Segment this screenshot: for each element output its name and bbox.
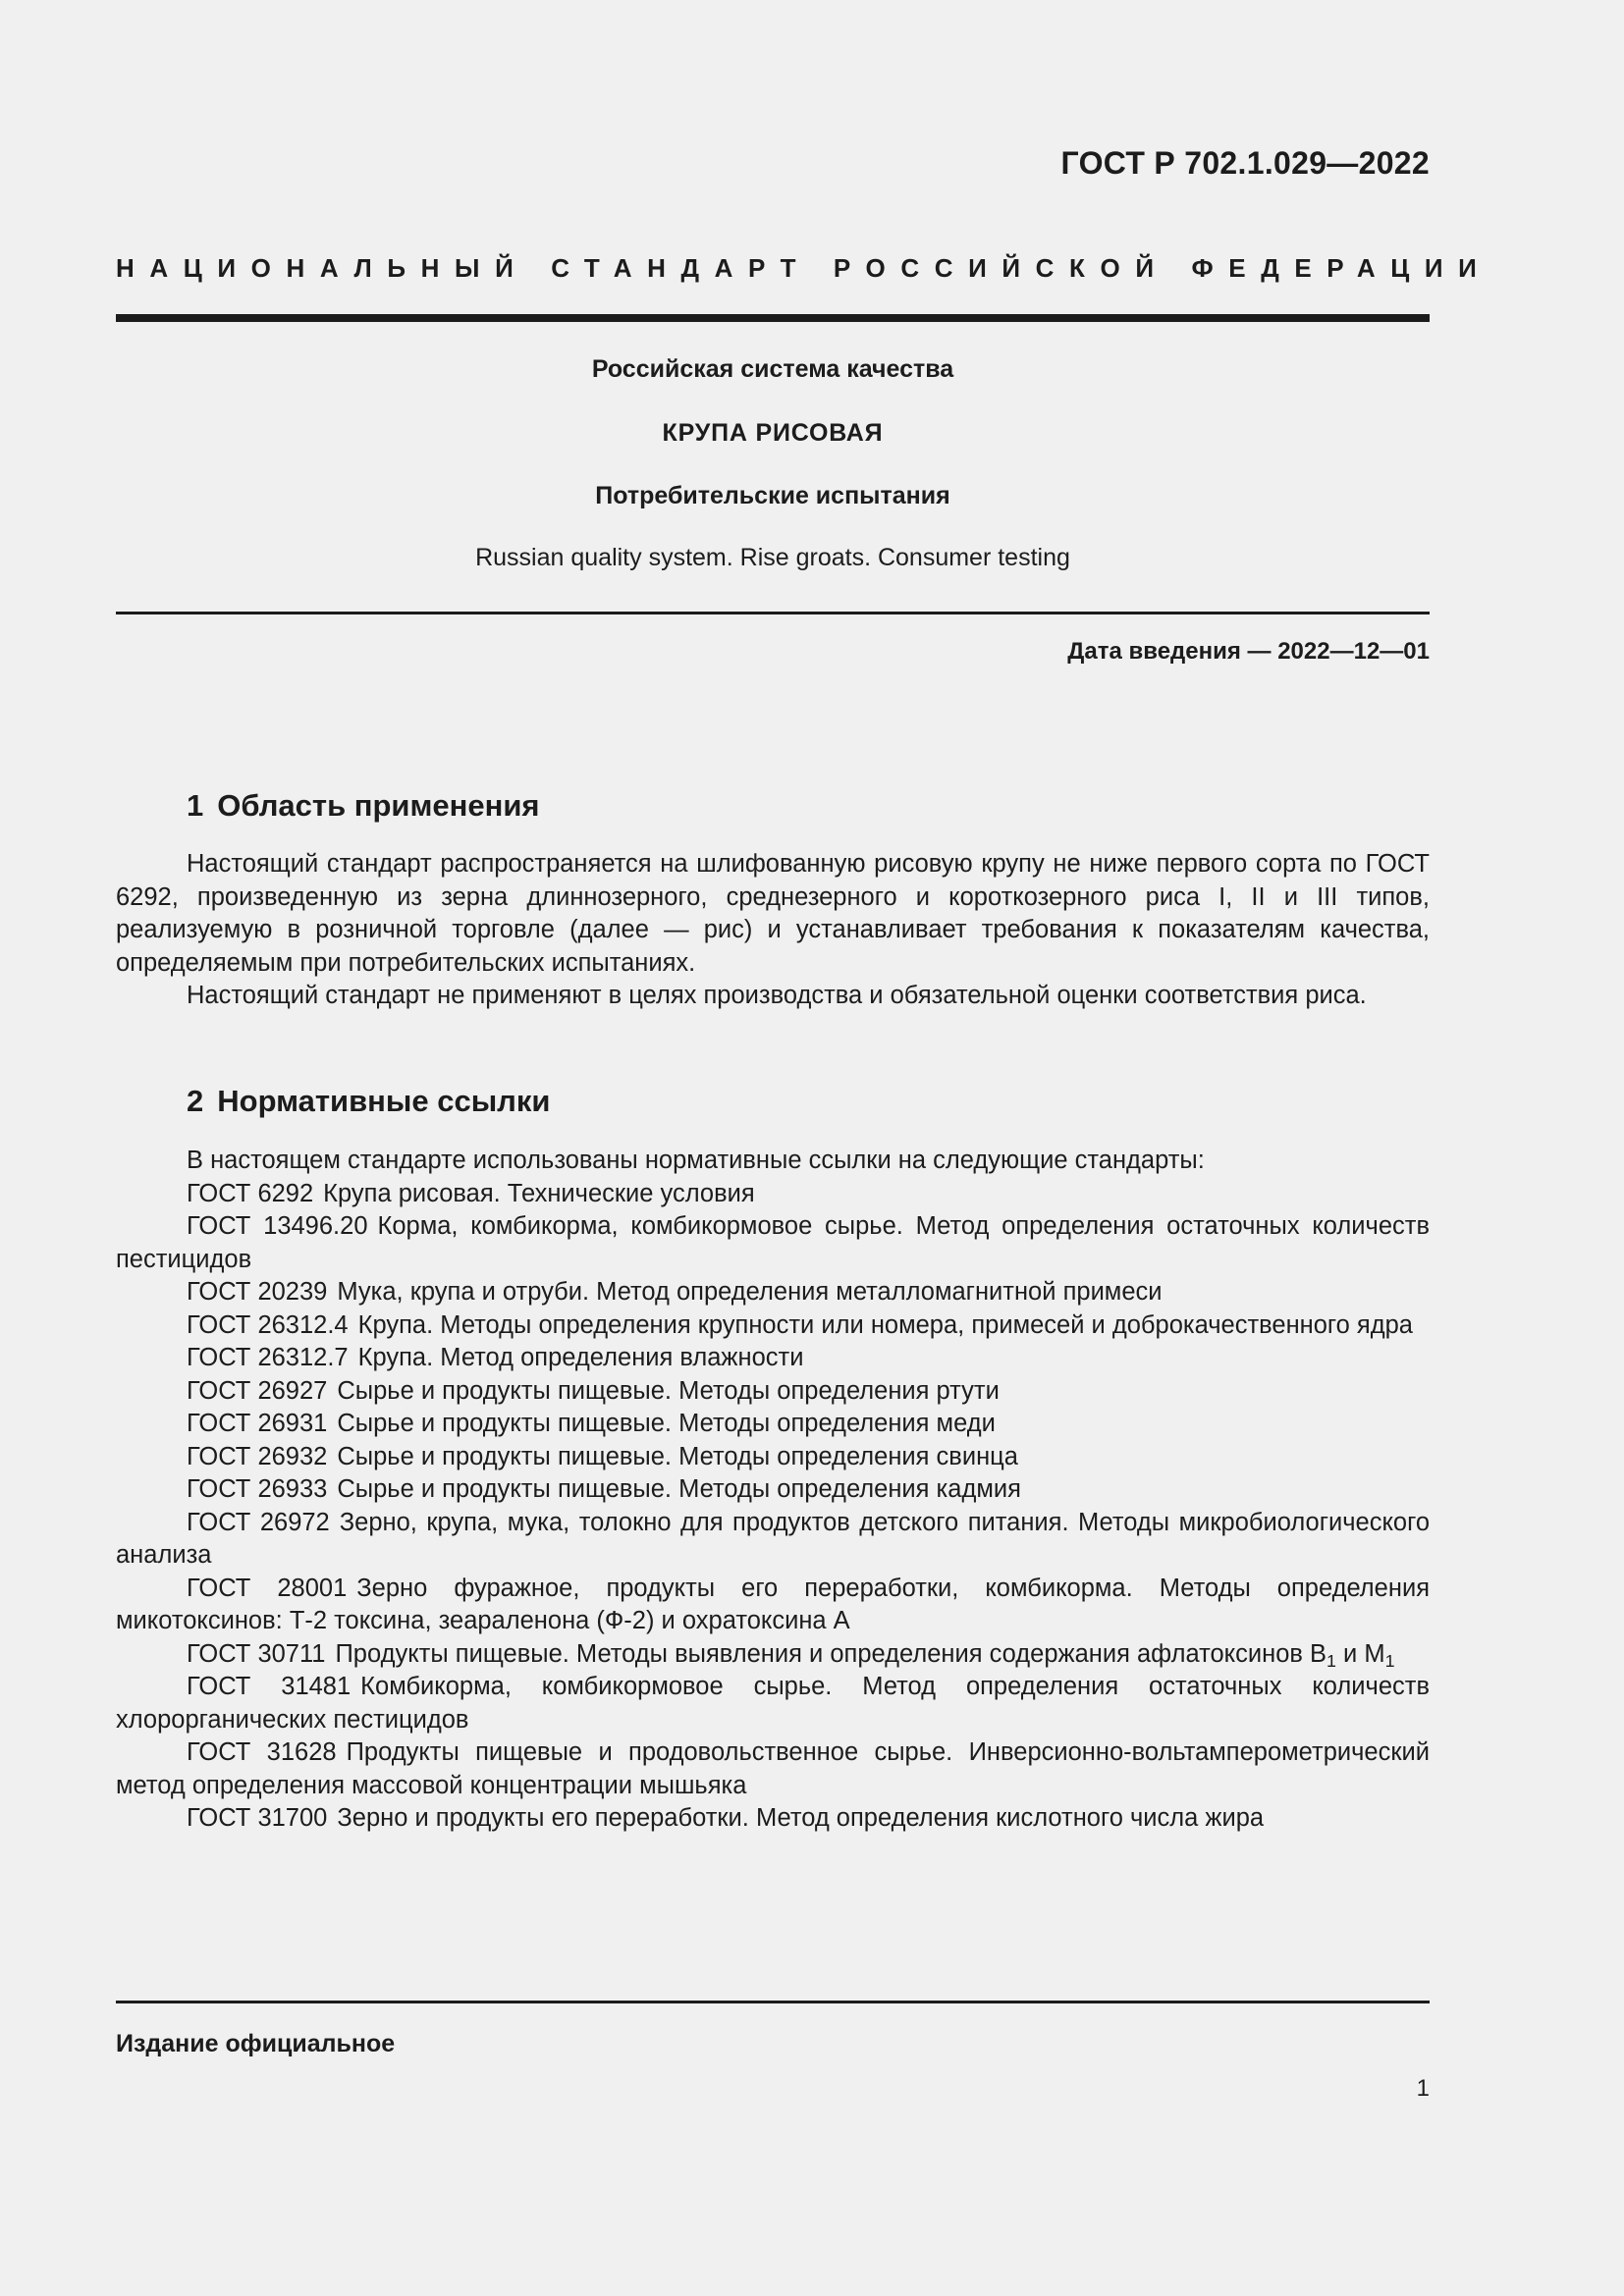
reference-code: ГОСТ 26931 [187,1410,328,1437]
page-number: 1 [1416,2075,1430,2102]
english-title: Russian quality system. Rise groats. Consumer testing [475,544,1070,571]
section-number: 1 [187,788,204,823]
reference-code: ГОСТ 13496.20 [187,1212,368,1240]
section-title-text: Нормативные ссылки [217,1084,551,1118]
reference-title: Крупа. Методы определения крупности или номера, примесей и доброкачественного ядра [357,1310,1413,1339]
reference-code: ГОСТ 30711 [187,1639,326,1668]
subscript: 1 [1384,1650,1395,1671]
national-standard-heading: НАЦИОНАЛЬНЫЙ СТАНДАРТ РОССИЙСКОЙ ФЕДЕРАЦИИ [116,253,1492,283]
section-number: 2 [187,1084,204,1118]
reference-code: ГОСТ 6292 [187,1179,314,1207]
reference-item [116,1342,1430,1375]
title-divider [116,612,1430,614]
product-title: КРУПА РИСОВАЯ [662,419,884,447]
reference-title: Комбикорма, комбикормовое сырье. Метод определения остаточных количеств хлорорганических пестицидов [116,1673,1430,1734]
reference-code: ГОСТ 26972 [187,1508,330,1536]
document-page [116,0,1492,2296]
reference-item [116,1507,1430,1573]
reference-title: Крупа. Метод определения влажности [357,1344,804,1371]
reference-item [116,1802,1430,1836]
reference-code: ГОСТ 31628 [187,1738,337,1766]
footer-divider [116,2001,1430,2003]
reference-title: Сырье и продукты пищевые. Методы определения кадмия [337,1475,1021,1503]
reference-code: ГОСТ 20239 [187,1278,328,1306]
paragraph: Настоящий стандарт не применяют в целях производства и обязательной оценки соответствия риса. [187,982,1367,1009]
reference-item [116,1178,1430,1211]
standard-designation: ГОСТ Р 702.1.029—2022 [1060,145,1430,181]
reference-item [116,1375,1430,1409]
reference-title: Сырье и продукты пищевые. Методы определения ртути [337,1376,1000,1405]
reference-code: ГОСТ 26312.4 [187,1310,349,1339]
reference-title: Крупа рисовая. Технические условия [323,1179,755,1207]
reference-code: ГОСТ 26927 [187,1376,328,1405]
section-1-title [187,788,540,824]
subscript: 1 [1326,1650,1336,1671]
reference-title: Зерно и продукты его переработки. Метод определения кислотного числа жира [337,1804,1265,1832]
reference-title: Мука, крупа и отруби. Метод определения металломагнитной примеси [337,1278,1163,1306]
official-edition-label: Издание официальное [116,2030,396,2057]
references-intro: В настоящем стандарте использованы нормативные ссылки на следующие стандарты: [187,1147,1205,1174]
reference-title: Корма, комбикорма, комбикормовое сырье. Метод определения остаточных количеств пестицидов [116,1212,1430,1273]
reference-code: ГОСТ 31481 [187,1673,352,1700]
reference-item [116,1441,1430,1474]
document-subtitle: Потребительские испытания [595,482,950,509]
reference-item [116,1736,1430,1802]
reference-tail-b: B [1310,1639,1327,1668]
reference-code: ГОСТ 26312.7 [187,1344,349,1371]
reference-title: Продукты пищевые. Методы выявления и определения содержания афлатоксинов [335,1639,1303,1668]
reference-code: ГОСТ 26932 [187,1442,328,1470]
paragraph: Настоящий стандарт распространяется на шлифованную рисовую крупу не ниже первого сорта по ГОСТ 6292, произведенную из зерна длиннозерного, среднезерного и короткозерного риса I, II и III типов, реализуемую в розничной торговле (далее — рис) и устанавливает требования к показателям качества, определяемым при потребительских испытаниях. [116,850,1430,977]
system-title: Российская система качества [591,355,954,383]
reference-title: Сырье и продукты пищевые. Методы определения свинца [337,1442,1018,1470]
reference-item [116,1210,1430,1276]
section-2-body [116,1145,1430,1836]
header-divider [116,314,1430,322]
reference-title: Зерно, крупа, мука, толокно для продуктов детского питания. Методы микробиологического анализа [116,1508,1430,1569]
section-1-body [116,848,1430,1013]
reference-code: ГОСТ 26933 [187,1475,328,1503]
reference-item [116,1473,1430,1507]
reference-item [116,1408,1430,1441]
introduction-date: Дата введения — 2022—12—01 [1067,638,1430,665]
reference-title: Продукты пищевые и продовольственное сырье. Инверсионно-вольтамперометрический метод определения массовой концентрации мышьяка [116,1738,1430,1799]
reference-code: ГОСТ 28001 [187,1574,348,1602]
reference-code: ГОСТ 31700 [187,1804,328,1832]
section-title-text: Область применения [217,788,540,823]
reference-item [116,1671,1430,1736]
reference-item [116,1638,1430,1672]
reference-title: Сырье и продукты пищевые. Методы определения меди [337,1410,996,1437]
section-2-title [187,1084,550,1119]
reference-item [116,1276,1430,1309]
reference-tail-and: и M [1335,1639,1385,1668]
reference-item [116,1309,1430,1343]
reference-item [116,1573,1430,1638]
reference-title: Зерно фуражное, продукты его переработки, комбикорма. Методы определения микотоксинов: Т-2 токсина, зеараленона (Ф-2) и охратоксина А [116,1574,1430,1634]
